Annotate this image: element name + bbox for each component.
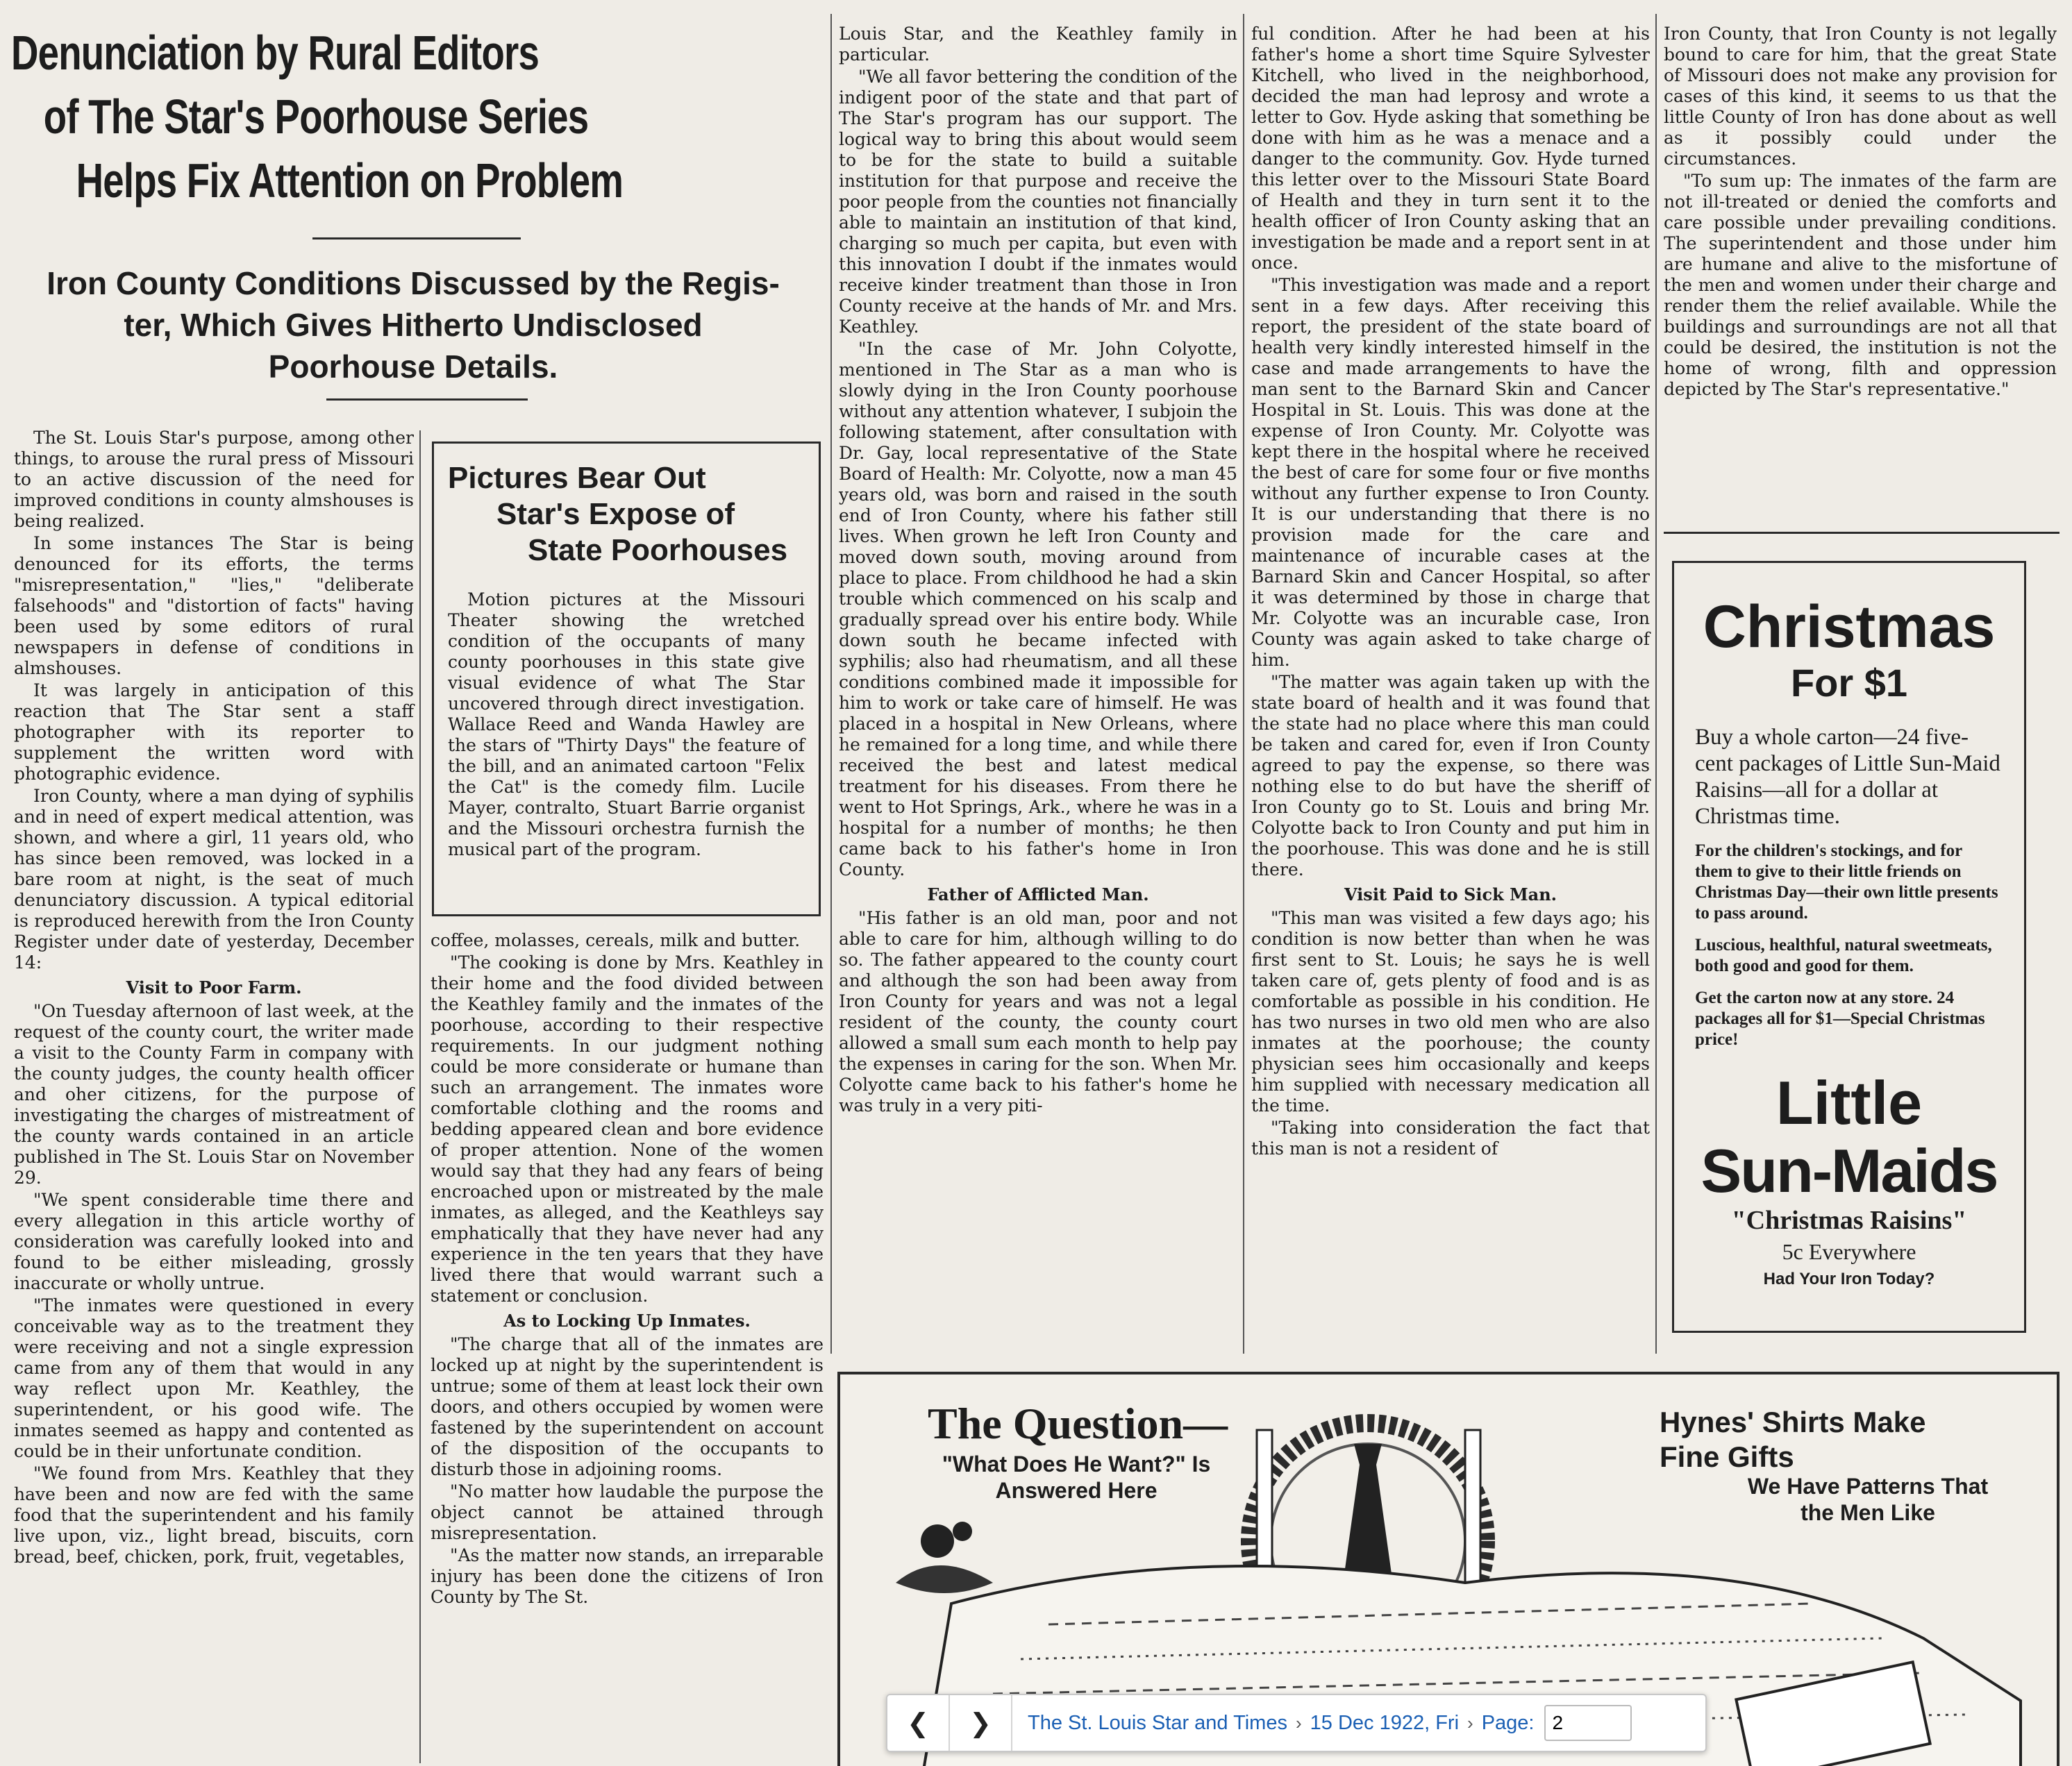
divider (326, 398, 528, 401)
sidebar-story-body (448, 589, 805, 860)
article-column-5 (1664, 24, 2057, 401)
headline-line-1: Denunciation by Rural Editors (11, 26, 540, 80)
ad-price: For $1 (1790, 661, 1908, 705)
ad-slogan: Had Your Iron Today? (1763, 1270, 1935, 1288)
paragraph: Iron County, where a man dying of syphilis and in need of expert medical attention, was shown, and where a girl, 11 years old, who has since been removed, was locked in a bare room at night, is the seat of much denunciatory discussion. A typical editorial is reproduced herewith from the Iron County Register under date of yesterday, December 14: (14, 786, 414, 973)
sidebar-title-line-1: Pictures Bear Out (448, 461, 706, 495)
chevron-left-icon: ❮ (907, 1708, 929, 1738)
paragraph: Louis Star, and the Keathley family in particular. (839, 24, 1237, 65)
paragraph: "The inmates were questioned in every conceivable way as to the treatment they were receiving and not a single expression came from any of them that would in any way reflect upon Mr. Keathley, the superintendent, or his good wife. The inmates seemed as happy and contented as could be in their unfortunate condition. (14, 1295, 414, 1461)
ad-title: Hynes' Shirts Make Fine Gifts (1660, 1406, 1926, 1473)
column-rule (419, 430, 421, 1763)
paragraph: "No matter how laudable the purpose the object cannot be attained through misrepresentation. (431, 1481, 824, 1543)
headline-line-2: of The Star's Poorhouse Series (43, 90, 589, 144)
ad-title: Christmas (1703, 594, 1996, 660)
breadcrumb-separator-icon: › (1295, 1712, 1302, 1733)
raisins-advertisement (1672, 561, 2026, 1333)
article-column-4 (1251, 24, 1650, 1161)
sidebar-story-box (432, 442, 821, 916)
headline (11, 21, 640, 212)
chevron-right-icon: ❯ (969, 1708, 992, 1738)
paragraph: The St. Louis Star's purpose, among other things, to arouse the rural press of Missouri to an active discussion of the need for improved conditions in county almshouses is being realized. (14, 428, 414, 531)
ad-body: Buy a whole carton—24 five-cent packages of Little Sun-Maid Raisins—all for a dollar at Christmas time. (1695, 725, 2000, 829)
ad-brand: Sun-Maids (1701, 1136, 1998, 1205)
paragraph: ful condition. After he had been at his father's home a short time Squire Sylvester Kitchell, who lived in the neighborhood, decided the man had leprosy and wrote a letter to Gov. Hyde asking that something be done with him as he was a menace and a danger to the community. Gov. Hyde turned this letter over to the Missouri State Board of Health and they in turn sent it to the health officer of Iron County asking that an investigation be made and a report sent in at once. (1251, 24, 1650, 273)
divider (1664, 532, 2060, 534)
paragraph: "His father is an old man, poor and not able to care for him, although willing to do so. The father appeared to the county court and although the son had been away from Iron County for years and was not a legal resident of the county, the county court allowed a small sum each month to help pay the expenses in caring for the son. When Mr. Colyotte came back to his father's home he was truly in a very piti- (839, 908, 1237, 1116)
paragraph: "In the case of Mr. John Colyotte, mentioned in The Star as a man who is slowly dying in the Iron County poorhouse without any attention whatever, I subjoin the following statement, after consultation with Dr. Gay, local representative of the State Board of Health: Mr. Colyotte, now a man 45 years old, was born and raised in the south end of Iron County, where his father still lives. When grown he left Iron County and moved down south, moving around from place to place. From childhood he had a skin trouble which commenced on his scalp and gradually spread over his entire body. While down south he became infected with syphilis; also had rheumatism, and all these conditions combined made it impossible for him to work or take care of himself. He was placed in a hospital in New Orleans, where he remained for a long time, and while there received the best and latest medical treatment for his diseases. From there he went to Hot Springs, Ark., where he was in a hospital for a number of months; he then came back to his father's home in Iron County. (839, 339, 1237, 880)
page-number-input[interactable] (1544, 1705, 1632, 1741)
ad-subtitle: We Have Patterns That the Men Like (1747, 1474, 1989, 1525)
ad-body: Get the carton now at any store. 24 packages all for $1—Special Christmas price! (1695, 989, 1985, 1049)
subheadline (7, 262, 819, 387)
paragraph: In some instances The Star is being denounced for its efforts, the terms "misrepresentation," "lies," "deliberate falsehoods" and "distortion of facts" having been used by some editors of rural newspapers in defense of conditions in almshouses. (14, 533, 414, 678)
paragraph: Iron County, that Iron County is not legally bound to care for him, that the great State of Missouri does not make any provision for cases of this kind, it seems to us that the little County of Iron has done about as well as it possibly could under the circumstances. (1664, 24, 2057, 169)
column-rule (1655, 14, 1657, 1354)
subhead-line-2: ter, Which Gives Hitherto Undisclosed (124, 307, 703, 343)
subhead-line-3: Poorhouse Details. (268, 348, 558, 385)
paragraph: "The matter was again taken up with the state board of health and it was found that the state had no place where this man could be taken and cared for, even if Iron County agreed to pay the expense, so there was nothing else to do but have the sheriff of Iron County go to St. Louis and bring Mr. Colyotte back to Iron County and put him in the poorhouse. This was done and he is still there. (1251, 672, 1650, 880)
article-column-1 (14, 428, 414, 1569)
paragraph: "This man was visited a few days ago; his condition is now better than when he was first sent to St. Louis; he says he is well taken care of, gets plenty of food and is as comfortable as possible in his condition. He has two nurses in two old men who are also inmates at the poorhouse; the county physician sees him occasionally and keeps him supplied with necessary medication all the time. (1251, 908, 1650, 1116)
next-page-button[interactable] (950, 1695, 1012, 1751)
paragraph: "We spent considerable time there and every allegation in this article worthy of consideration was carefully looked into and found to be either misleading, grossly inaccurate or wholly untrue. (14, 1190, 414, 1293)
section-subhead: Visit to Poor Farm. (126, 977, 302, 998)
breadcrumb-date-link[interactable]: 15 Dec 1922, Fri (1310, 1711, 1460, 1734)
paragraph: "The charge that all of the inmates are locked up at night by the superintendent is untrue; some of them at least lock their own doors, and others occupied by women were fastened by the superintendent on account of the disposition of the occupants to disturb those in adjoining rooms. (431, 1334, 824, 1479)
ad-body: Luscious, healthful, natural sweetmeats, both good and good for them. (1695, 936, 1992, 975)
paragraph: "We all favor bettering the condition of the indigent poor of the state and that part of The Star's program has our support. The logical way to bring this about would seem to be for the state to build a suitable institution for that purpose and receive the poor people from the counties not financially able to maintain an institution of that kind, charging so much per capita, but even with this innovation I doubt if the inmates would receive kinder treatment than those in Iron County receive at the hands of Mr. and Mrs. Keathley. (839, 67, 1237, 337)
article-column-2 (431, 930, 824, 1609)
page-label: Page: (1481, 1711, 1535, 1734)
sidebar-story-title (448, 460, 805, 569)
paragraph: coffee, molasses, cereals, milk and butter. (431, 930, 801, 950)
breadcrumb-separator-icon: › (1467, 1712, 1473, 1733)
paragraph: "The cooking is done by Mrs. Keathley in their home and the food divided between the Keathley family and the inmates of the poorhouse, according to their respective requirements. In our judgment nothing could be more considerate or humane than such an arrangement. The inmates wore comfortable clothing and the rooms and bedding appeared clean and bore evidence of proper attention. None of the women would say that they had any fears of being encroached upon or mistreated by the male inmates, as alleged, and the Keathleys say emphatically that they have never had any experience in the ten years that they have lived there that would warrant such a statement or conclusion. (431, 952, 824, 1306)
ad-question-subtitle: "What Does He Want?" Is Answered Here (942, 1452, 1211, 1503)
paragraph: Motion pictures at the Missouri Theater showing the wretched condition of the occupants of many county poorhouses in this state give visual evidence of what The Star uncovered through direct investigation. Wallace Reed and Wanda Hawley are the stars of "Thirty Days" the feature of the bill, and an animated cartoon "Felix the Cat" is the comedy film. Lucile Mayer, contralto, Stuart Barrie organist and the Missouri orchestra furnish the musical part of the program. (448, 589, 805, 859)
paragraph: "On Tuesday afternoon of last week, at the request of the county court, the writer made a visit to the County Farm in company with the county judges, the county health officer and oher citizens, for the purpose of investigating the charges of mistreatment of the county wards contained in an article published in The St. Louis Star on November 29. (14, 1001, 414, 1188)
section-subhead: As to Locking Up Inmates. (503, 1311, 751, 1331)
headline-line-3: Helps Fix Attention on Problem (76, 153, 624, 208)
ad-question-title: The Question— (928, 1399, 1228, 1448)
divider (312, 237, 521, 239)
paragraph: It was largely in anticipation of this reaction that The Star sent a staff photographer with its reporter to supplement the written word with photographic evidence. (14, 680, 414, 784)
page-navigation-bar (886, 1694, 1707, 1752)
column-rule (830, 14, 832, 1354)
column-rule (1243, 14, 1244, 1354)
paragraph: "As the matter now stands, an irreparable injury has been done the citizens of Iron County by The St. (431, 1545, 824, 1607)
subhead-line-1: Iron County Conditions Discussed by the Regis- (47, 265, 780, 301)
article-column-3 (839, 24, 1237, 1118)
breadcrumb-publication-link[interactable]: The St. Louis Star and Times (1028, 1711, 1287, 1734)
paragraph: "To sum up: The inmates of the farm are not ill-treated or denied the comforts and care possible under prevailing conditions. The superintendent and those under him are humane and alive to the misfortune of the men and women under their charge and render them the relief available. While the buildings and surroundings are not all that could be desired, the institution is not the home of wrong, filth and oppression depicted by The Star's representative." (1664, 171, 2057, 399)
prev-page-button[interactable] (887, 1695, 950, 1751)
sidebar-title-line-2: Star's Expose of (496, 497, 735, 531)
paragraph: "We found from Mrs. Keathley that they have been and now are fed with the same food that the superintendent and his family live upon, viz., light bread, biscuits, corn bread, beef, chicken, pork, fruit, vegetables, (14, 1463, 414, 1567)
breadcrumb (1012, 1705, 1632, 1741)
ad-brand: Little (1776, 1068, 1923, 1137)
paragraph: "This investigation was made and a report sent in a few days. After receiving this report, the president of the state board of health very kindly interested himself in the case and made arrangements to have the man sent to the Barnard Skin and Cancer Hospital in St. Louis. This was done at the expense of Iron County. Mr. Colyotte was kept there in the hospital where he received the best of care for some four or five months without any further expense to Iron County. It is our understanding that there is no provision made for the care and maintenance of incurable cases at the Barnard Skin and Cancer Hospital, so after it was determined by those in charge that Mr. Colyotte was an incurable case, Iron County was again asked to take charge of him. (1251, 275, 1650, 670)
ad-price-note: 5c Everywhere (1782, 1239, 1916, 1264)
paragraph: "Taking into consideration the fact that this man is not a resident of (1251, 1118, 1650, 1159)
section-subhead: Father of Afflicted Man. (927, 884, 1149, 905)
sidebar-title-line-3: State Poorhouses (528, 533, 788, 567)
ad-tagline: "Christmas Raisins" (1731, 1206, 1967, 1235)
ad-body: For the children's stockings, and for them to give to their little friends on Christmas Day—their own little presents to pass around. (1695, 841, 1998, 923)
section-subhead: Visit Paid to Sick Man. (1344, 884, 1557, 905)
